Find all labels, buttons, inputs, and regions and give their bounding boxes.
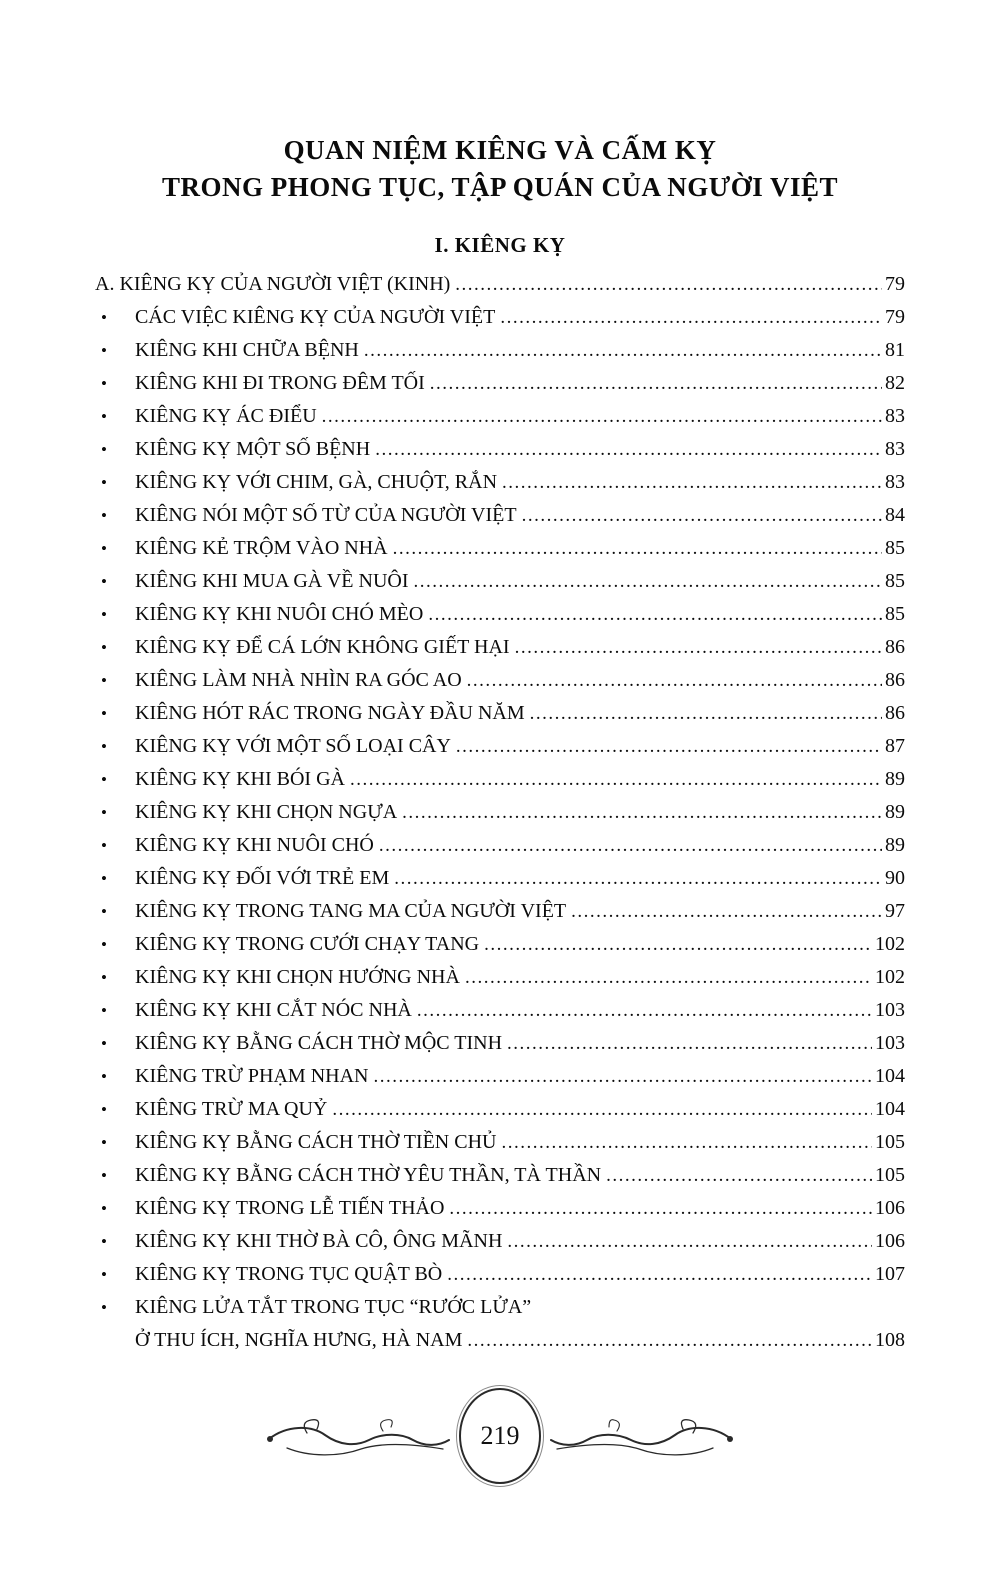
- bullet-icon: •: [101, 406, 107, 426]
- dot-leader-icon: [467, 1324, 872, 1357]
- bullet-icon: •: [101, 505, 107, 525]
- toc-entry-label: CÁC VIỆC KIÊNG KỴ CỦA NGƯỜI VIỆT: [135, 305, 496, 328]
- dot-leader-icon: [606, 1159, 872, 1192]
- toc-entry-page: 85: [885, 602, 905, 625]
- dot-leader-icon: [379, 829, 882, 862]
- dot-leader-icon: [484, 928, 872, 961]
- toc-entry-page: 104: [875, 1064, 905, 1087]
- dot-leader-icon: [522, 499, 882, 532]
- bullet-icon: •: [101, 571, 107, 591]
- toc-entry: [95, 1225, 905, 1258]
- toc-entry-label: KIÊNG NÓI MỘT SỐ TỪ CỦA NGƯỜI VIỆT: [135, 503, 517, 526]
- toc-entry-page: 83: [885, 470, 905, 493]
- toc-entry-label: KIÊNG TRỪ PHẠM NHAN: [135, 1064, 369, 1087]
- toc-entry: [95, 862, 905, 895]
- toc-entry-label: KIÊNG KHI MUA GÀ VỀ NUÔI: [135, 569, 409, 592]
- toc-entry: [95, 301, 905, 334]
- dot-leader-icon: [456, 730, 882, 763]
- dot-leader-icon: [465, 961, 872, 994]
- toc-entry-label: KIÊNG KỴ KHI NUÔI CHÓ MÈO: [135, 602, 424, 625]
- dot-leader-icon: [507, 1027, 872, 1060]
- toc-entry-label: KIÊNG KẺ TRỘM VÀO NHÀ: [135, 536, 388, 559]
- toc-entry-page: 82: [885, 371, 905, 394]
- bullet-icon: •: [101, 604, 107, 624]
- bullet-icon: •: [101, 1165, 107, 1185]
- bullet-icon: •: [101, 340, 107, 360]
- dot-leader-icon: [500, 301, 882, 334]
- toc-entry-page: 103: [875, 998, 905, 1021]
- toc-entry: [95, 697, 905, 730]
- bullet-icon: •: [101, 307, 107, 327]
- bullet-icon: •: [101, 967, 107, 987]
- toc-entry-label: KIÊNG KỴ KHI CẮT NÓC NHÀ: [135, 998, 412, 1021]
- toc-entry-label: KIÊNG KỴ MỘT SỐ BỆNH: [135, 437, 371, 460]
- dot-leader-icon: [393, 532, 882, 565]
- toc-entry: [95, 565, 905, 598]
- toc-entry-label: KIÊNG KỴ BẰNG CÁCH THỜ TIỀN CHỦ: [135, 1130, 497, 1153]
- toc-entry: [95, 466, 905, 499]
- toc-entry-page: 106: [875, 1229, 905, 1252]
- toc-entry: [95, 895, 905, 928]
- dot-leader-icon: [332, 1093, 872, 1126]
- bullet-icon: •: [101, 373, 107, 393]
- bullet-icon: •: [101, 1231, 107, 1251]
- bullet-icon: •: [101, 1198, 107, 1218]
- toc-entry: [95, 1324, 905, 1357]
- toc-entry: [95, 763, 905, 796]
- bullet-icon: •: [101, 1066, 107, 1086]
- toc-entry-page: 83: [885, 404, 905, 427]
- dot-leader-icon: [449, 1192, 872, 1225]
- toc-entry: [95, 598, 905, 631]
- bullet-icon: •: [101, 439, 107, 459]
- toc-entry-page: 90: [885, 866, 905, 889]
- toc-entry: [95, 433, 905, 466]
- toc-entry: [95, 730, 905, 763]
- toc-entry-label: KIÊNG KỴ TRONG LỄ TIẾN THẢO: [135, 1196, 445, 1219]
- dot-leader-icon: [350, 763, 882, 796]
- toc-entry: [95, 400, 905, 433]
- bullet-icon: •: [101, 637, 107, 657]
- toc-entry-page: 102: [875, 932, 905, 955]
- section-heading: I. KIÊNG KỴ: [434, 232, 566, 257]
- dot-leader-icon: [402, 796, 882, 829]
- bullet-icon: •: [101, 934, 107, 954]
- toc-entry: [95, 532, 905, 565]
- toc-entry-label: KIÊNG LỬA TẮT TRONG TỤC “RƯỚC LỬA”: [135, 1295, 532, 1318]
- toc-entry-page: 87: [885, 734, 905, 757]
- dot-leader-icon: [322, 400, 882, 433]
- toc-entry-page: 106: [875, 1196, 905, 1219]
- dot-leader-icon: [430, 367, 882, 400]
- toc-entry-label: KIÊNG KHI CHỮA BỆNH: [135, 338, 359, 361]
- toc-entry: [95, 334, 905, 367]
- bullet-icon: •: [101, 868, 107, 888]
- bullet-icon: •: [101, 1000, 107, 1020]
- toc-entry-label: KIÊNG KỴ KHI BÓI GÀ: [135, 767, 345, 790]
- toc-entry: [95, 1291, 905, 1324]
- flourish-left-icon: [263, 1401, 453, 1471]
- toc-entry: [95, 631, 905, 664]
- dot-leader-icon: [501, 1126, 872, 1159]
- toc-entry-label: KIÊNG KỴ KHI THỜ BÀ CÔ, ÔNG MÃNH: [135, 1229, 503, 1252]
- dot-leader-icon: [414, 565, 883, 598]
- dot-leader-icon: [364, 334, 882, 367]
- toc-entry-page: 102: [875, 965, 905, 988]
- toc-entry: [95, 499, 905, 532]
- toc-entry-label: KIÊNG KỴ KHI CHỌN HƯỚNG NHÀ: [135, 965, 460, 988]
- toc-entry-page: 86: [885, 635, 905, 658]
- toc-entry-page: 79: [885, 272, 905, 295]
- dot-leader-icon: [375, 433, 882, 466]
- bullet-icon: •: [101, 670, 107, 690]
- bullet-icon: •: [101, 1132, 107, 1152]
- dot-leader-icon: [447, 1258, 872, 1291]
- page-number-badge: [459, 1388, 541, 1484]
- bullet-icon: •: [101, 703, 107, 723]
- toc-entry-page: 105: [875, 1130, 905, 1153]
- toc-entry-label: KIÊNG HÓT RÁC TRONG NGÀY ĐẦU NĂM: [135, 701, 525, 724]
- toc-entry-label: Ở THU ÍCH, NGHĨA HƯNG, HÀ NAM: [135, 1328, 463, 1351]
- bullet-icon: •: [101, 1297, 107, 1317]
- flourish-right-icon: [547, 1401, 737, 1471]
- toc-entry-label: KIÊNG KỴ BẰNG CÁCH THỜ YÊU THẦN, TÀ THẦN: [135, 1163, 602, 1186]
- toc-entry: [95, 1060, 905, 1093]
- toc-entry-label: KIÊNG KỴ KHI NUÔI CHÓ: [135, 833, 374, 856]
- bullet-icon: •: [101, 901, 107, 921]
- toc-entry: [95, 367, 905, 400]
- toc-entry-page: 89: [885, 800, 905, 823]
- toc-entry: [95, 928, 905, 961]
- toc-entry-label: KIÊNG LÀM NHÀ NHÌN RA GÓC AO: [135, 668, 462, 691]
- toc-entry: [95, 1093, 905, 1126]
- toc-entry-page: 89: [885, 767, 905, 790]
- toc-entry: [95, 994, 905, 1027]
- page-title-line2: TRONG PHONG TỤC, TẬP QUÁN CỦA NGƯỜI VIỆT: [161, 172, 839, 203]
- toc-entry-page: 85: [885, 536, 905, 559]
- toc-entry: [95, 961, 905, 994]
- bullet-icon: •: [101, 472, 107, 492]
- dot-leader-icon: [467, 664, 882, 697]
- toc-entry-label: KIÊNG KỴ TRONG TỤC QUẬT BÒ: [135, 1262, 443, 1285]
- toc-entry: [95, 1027, 905, 1060]
- toc-entry-page: 105: [875, 1163, 905, 1186]
- toc-entry-page: 81: [885, 338, 905, 361]
- bullet-icon: •: [101, 1264, 107, 1284]
- page-title: [95, 132, 905, 207]
- dot-leader-icon: [571, 895, 882, 928]
- toc-entry: [95, 1258, 905, 1291]
- toc-entry-page: 83: [885, 437, 905, 460]
- toc-entry: [95, 1126, 905, 1159]
- toc-entry-page: 86: [885, 701, 905, 724]
- toc-entry-page: 103: [875, 1031, 905, 1054]
- bullet-icon: •: [101, 1099, 107, 1119]
- dot-leader-icon: [374, 1060, 873, 1093]
- toc-entry-page: 107: [875, 1262, 905, 1285]
- toc-entry-label: KIÊNG KỴ BẰNG CÁCH THỜ MỘC TINH: [135, 1031, 503, 1054]
- dot-leader-icon: [455, 268, 882, 301]
- dot-leader-icon: [502, 466, 882, 499]
- toc-entry: [95, 1192, 905, 1225]
- bullet-icon: •: [101, 769, 107, 789]
- bullet-icon: •: [101, 802, 107, 822]
- toc-entry-page: 85: [885, 569, 905, 592]
- toc-entry-page: 89: [885, 833, 905, 856]
- toc-entry-label: KIÊNG KỴ ÁC ĐIỂU: [135, 404, 317, 427]
- toc-list: [95, 268, 905, 1357]
- toc-entry-label: KIÊNG KỴ KHI CHỌN NGỰA: [135, 800, 398, 823]
- dot-leader-icon: [428, 598, 882, 631]
- toc-entry-page: 86: [885, 668, 905, 691]
- toc-entry-label: KIÊNG KỴ VỚI CHIM, GÀ, CHUỘT, RẮN: [135, 470, 498, 493]
- toc-entry-label: KIÊNG KỴ ĐỂ CÁ LỚN KHÔNG GIẾT HẠI: [135, 635, 510, 658]
- toc-entry-page: 97: [885, 899, 905, 922]
- dot-leader-icon: [515, 631, 882, 664]
- dot-leader-icon: [417, 994, 872, 1027]
- toc-entry-label: KIÊNG KHI ĐI TRONG ĐÊM TỐI: [135, 371, 425, 394]
- toc-entry-page: 104: [875, 1097, 905, 1120]
- toc-entry-page: 84: [885, 503, 905, 526]
- toc-entry-label: KIÊNG KỴ VỚI MỘT SỐ LOẠI CÂY: [135, 734, 451, 757]
- toc-entry-page: 108: [875, 1328, 905, 1351]
- bullet-icon: •: [101, 835, 107, 855]
- toc-entry-label: A. KIÊNG KỴ CỦA NGƯỜI VIỆT (KINH): [95, 272, 451, 295]
- toc-entry: [95, 1159, 905, 1192]
- dot-leader-icon: [530, 697, 882, 730]
- toc-entry: [95, 664, 905, 697]
- bullet-icon: •: [101, 1033, 107, 1053]
- page-number: 219: [480, 1421, 520, 1450]
- toc-entry-label: KIÊNG KỴ TRONG CƯỚI CHẠY TANG: [135, 932, 480, 955]
- toc-entry: [95, 268, 905, 301]
- dot-leader-icon: [394, 862, 882, 895]
- page-number-ornament: [263, 1388, 737, 1484]
- toc-entry: [95, 796, 905, 829]
- bullet-icon: •: [101, 538, 107, 558]
- toc-entry-page: 79: [885, 305, 905, 328]
- dot-leader-icon: [507, 1225, 872, 1258]
- bullet-icon: •: [101, 736, 107, 756]
- toc-entry: [95, 829, 905, 862]
- toc-entry-label: KIÊNG TRỪ MA QUỶ: [135, 1097, 328, 1120]
- toc-entry-label: KIÊNG KỴ TRONG TANG MA CỦA NGƯỜI VIỆT: [135, 899, 567, 922]
- page-title-line1: QUAN NIỆM KIÊNG VÀ CẤM KỴ: [283, 135, 717, 165]
- toc-entry-label: KIÊNG KỴ ĐỐI VỚI TRẺ EM: [135, 866, 390, 889]
- page-footer: [0, 1388, 1000, 1484]
